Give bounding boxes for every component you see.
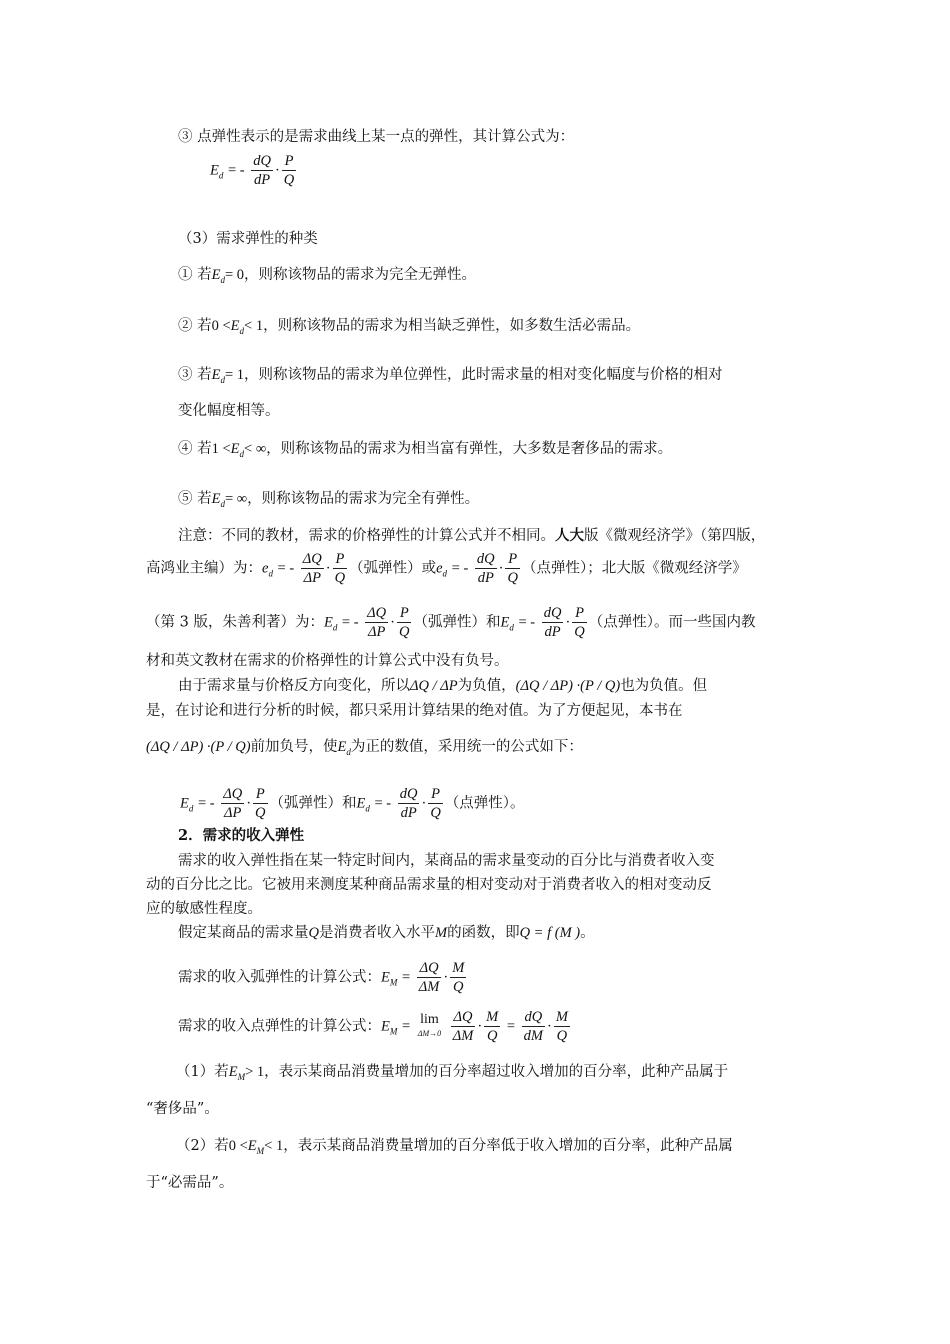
- income-range-2-continuation: 于“必需品”。: [146, 1175, 234, 1191]
- fraction: [282, 152, 296, 189]
- case-condition: < 1: [264, 1138, 284, 1154]
- formula-symbol: E: [381, 1018, 390, 1035]
- case-text: ，则称该物品的需求为相当富有弹性，大多数是奢侈品的需求。: [266, 441, 673, 457]
- income-point-formula: [178, 1008, 572, 1045]
- case-condition: 0 <: [228, 1138, 248, 1154]
- case-prefix: ③ 若: [178, 367, 212, 383]
- formula-symbol: E: [247, 1138, 257, 1154]
- fraction-numerator: M: [555, 1009, 568, 1025]
- formula-subscript: d: [268, 568, 273, 579]
- formula-symbol: e: [436, 560, 443, 577]
- case-condition: < ∞: [244, 441, 267, 457]
- fraction-denominator: Q: [430, 805, 441, 821]
- formula-subscript: d: [239, 449, 245, 459]
- case-text: ，表示某商品消费量增加的百分率超过收入增加的百分率，此种产品属于: [264, 1064, 729, 1080]
- fraction-denominator: Q: [255, 805, 266, 821]
- case-3-continuation: 变化幅度相等。: [178, 403, 280, 419]
- fraction: [398, 785, 420, 822]
- fraction-numerator: M: [486, 1009, 499, 1025]
- fraction-numerator: ΔQ: [302, 551, 322, 567]
- fraction: [251, 152, 273, 189]
- fraction: [522, 1008, 545, 1045]
- fraction-numerator: P: [253, 785, 267, 804]
- formula-subscript: d: [509, 622, 514, 633]
- formula-symbol: E: [211, 367, 221, 383]
- fraction: [253, 785, 267, 822]
- fraction: [451, 1008, 476, 1045]
- para2-line-2: 是，在讨论和进行分析的时候，都只采用计算结果的绝对值。为了方便起见，本书在: [146, 703, 683, 719]
- note-text: 高鸿业主编）为：: [146, 560, 262, 577]
- section-heading-types: （3）需求弹性的种类: [178, 231, 318, 247]
- formula-subscript: d: [365, 803, 370, 814]
- note-line-1: [178, 525, 765, 547]
- formula-operator: = -: [341, 614, 359, 631]
- fraction-numerator: dQ: [476, 551, 495, 567]
- case-5: [178, 488, 479, 515]
- case-condition: = 0: [224, 267, 245, 283]
- fraction-numerator: P: [572, 604, 586, 623]
- fraction-numerator: dQ: [543, 605, 562, 621]
- formula-operator: = -: [227, 162, 245, 179]
- fraction-numerator: ΔQ: [417, 959, 442, 978]
- note-text: （弧弹性）或: [349, 560, 437, 577]
- fraction-numerator: ΔQ: [223, 786, 243, 802]
- case-prefix: ② 若: [178, 318, 212, 334]
- formula-operator: = -: [451, 560, 469, 577]
- formula-subscript: d: [218, 170, 224, 181]
- note-line-2: [146, 550, 747, 587]
- formula-subscript: d: [346, 747, 351, 757]
- case-text: ，则称该物品的需求为单位弹性，此时需求量的相对变化幅度与价格的相对: [244, 367, 723, 383]
- fraction-denominator: Q: [574, 624, 585, 640]
- para-text: 是消费者收入水平: [318, 925, 435, 941]
- formula-subscript: M: [256, 1146, 265, 1156]
- note-text: （弧弹性）和: [413, 614, 501, 631]
- para-text: 为正的数值，采用统一的公式如下：: [350, 739, 583, 755]
- para-text: 由于需求量与价格反方向变化，所以: [178, 678, 410, 694]
- inline-formula: ΔQ / ΔP: [410, 678, 458, 694]
- para-text: 。: [580, 925, 595, 941]
- fraction-denominator: dP: [254, 172, 271, 188]
- formula-operator: ·: [443, 969, 449, 986]
- note-line-4: 材和英文教材在需求的价格弹性的计算公式中没有负号。: [146, 653, 509, 669]
- case-text: ，则称该物品的需求为完全无弹性。: [244, 267, 477, 283]
- income-line-4: [178, 922, 595, 944]
- income-line-2: 动的百分比之比。它被用来测度某种商品需求量的相对变动对于消费者收入的相对变动反: [146, 877, 712, 893]
- para2-line-1: [178, 675, 707, 697]
- fraction-numerator: P: [333, 550, 347, 569]
- formula-symbol: E: [228, 1064, 238, 1080]
- limit-subscript: ΔM→0: [417, 1028, 442, 1038]
- fraction-denominator: dM: [523, 1028, 544, 1044]
- inline-formula: (ΔQ / ΔP) ·(P / Q): [146, 739, 251, 755]
- fraction: [333, 550, 347, 587]
- case-prefix: ④ 若: [178, 441, 212, 457]
- formula-subscript: d: [188, 803, 194, 814]
- case-3: [178, 364, 723, 391]
- fraction-numerator: P: [505, 550, 519, 569]
- fraction-numerator: P: [428, 785, 442, 804]
- fraction-denominator: Q: [283, 172, 295, 188]
- para-text: （点弹性）。: [444, 795, 525, 812]
- formula-operator: ·: [246, 795, 252, 812]
- fraction-denominator: dP: [544, 624, 561, 640]
- note-line-3: [146, 604, 756, 641]
- inline-formula: Q = f (M ): [519, 925, 581, 941]
- formula-subscript: d: [442, 568, 448, 579]
- fraction: [417, 959, 442, 996]
- formula-operator: ·: [477, 1018, 483, 1035]
- case-condition: 0 <: [211, 318, 231, 334]
- fraction-denominator: ΔM: [418, 979, 440, 995]
- para-text: （弧弹性）和: [269, 795, 357, 812]
- unified-formula: [180, 785, 525, 822]
- fraction-denominator: ΔP: [224, 805, 242, 821]
- formula-operator: ·: [390, 614, 395, 631]
- point-elasticity-text: ③ 点弹性表示的是需求曲线上某一点的弹性，其计算公式为：: [178, 129, 575, 145]
- fraction-numerator: P: [282, 152, 296, 171]
- case-condition: = ∞: [224, 491, 248, 507]
- fraction: [484, 1008, 500, 1045]
- formula-operator: = -: [518, 614, 536, 631]
- para-text: 需求的收入点弹性的计算公式：: [178, 1018, 381, 1035]
- case-1: [178, 264, 476, 291]
- formula-subscript: M: [237, 1072, 246, 1082]
- fraction-denominator: ΔP: [367, 624, 386, 640]
- income-line-1: 需求的收入弹性指在某一特定时间内，某商品的需求量变动的百分比与消费者收入变: [178, 853, 715, 869]
- formula-symbol: E: [500, 614, 510, 631]
- formula-operator: ·: [421, 795, 427, 812]
- section-number: 2．: [178, 827, 203, 844]
- fraction-numerator: dQ: [253, 153, 271, 169]
- fraction-numerator: ΔQ: [451, 1008, 476, 1027]
- case-prefix: ① 若: [178, 267, 212, 283]
- formula-operator: = -: [277, 560, 295, 577]
- note-text: （点弹性）；北大版《微观经济学》: [521, 560, 747, 577]
- fraction-denominator: Q: [507, 570, 518, 586]
- fraction-numerator: P: [397, 604, 411, 623]
- para-text: 前加负号，使: [250, 739, 338, 755]
- limit-text: lim: [420, 1011, 439, 1027]
- income-arc-formula: [178, 959, 468, 996]
- fraction-numerator: dQ: [522, 1008, 545, 1027]
- case-prefix: （2）若: [176, 1138, 229, 1154]
- case-prefix: ⑤ 若: [178, 491, 212, 507]
- fraction: [542, 604, 564, 641]
- fraction: [428, 785, 442, 822]
- fraction: [450, 959, 466, 996]
- fraction: [397, 604, 411, 641]
- case-condition: 1 <: [211, 441, 231, 457]
- formula-symbol: M: [434, 925, 448, 941]
- case-2: [178, 315, 640, 342]
- para-text: 假定某商品的需求量: [178, 925, 309, 941]
- formula-symbol: E: [323, 614, 333, 631]
- fraction-denominator: Q: [399, 624, 410, 640]
- fraction-numerator: ΔQ: [367, 605, 387, 621]
- formula-symbol: E: [381, 969, 390, 986]
- note-text: 注意：不同的教材，需求的价格弹性的计算公式并不相同。: [178, 528, 555, 544]
- formula-operator: = -: [374, 795, 392, 812]
- income-range-1-continuation: “奢侈品”。: [146, 1101, 219, 1117]
- formula-symbol: Q: [308, 925, 319, 941]
- formula-subscript: d: [239, 326, 245, 336]
- case-condition: = 1: [224, 367, 245, 383]
- fraction-denominator: dP: [400, 805, 417, 821]
- formula-subscript: M: [389, 977, 398, 988]
- inline-formula: (ΔQ / ΔP) ·(P / Q): [515, 678, 621, 694]
- fraction-denominator: ΔM: [452, 1028, 474, 1044]
- para-text: 为负值，: [457, 678, 516, 694]
- fraction: [505, 550, 519, 587]
- fraction: [475, 550, 497, 587]
- fraction-denominator: Q: [334, 570, 346, 586]
- formula-operator: ·: [498, 560, 504, 577]
- note-text: （第 3 版，朱善利著）为：: [146, 614, 324, 631]
- case-4: [178, 438, 672, 465]
- note-text: （点弹性）。而一些国内教: [588, 614, 756, 631]
- para-text: 也为负值。但: [620, 678, 708, 694]
- formula-symbol: e: [262, 560, 269, 577]
- formula-symbol: E: [211, 267, 221, 283]
- formula-symbol: E: [230, 318, 240, 334]
- fraction-denominator: Q: [453, 979, 464, 995]
- formula-subscript: d: [220, 499, 225, 509]
- para-text: 需求的收入弧弹性的计算公式：: [178, 969, 381, 986]
- formula-subscript: d: [332, 622, 338, 633]
- income-line-3: 应的敏感性程度。: [146, 901, 262, 917]
- formula-symbol: E: [210, 162, 219, 179]
- case-prefix: （1）若: [176, 1064, 229, 1080]
- fraction-numerator: M: [452, 960, 465, 976]
- formula-symbol: E: [356, 795, 366, 812]
- fraction-numerator: dQ: [399, 786, 418, 802]
- fraction-denominator: Q: [556, 1028, 568, 1044]
- formula-operator: =: [401, 969, 411, 986]
- formula-subscript: d: [220, 375, 225, 385]
- para2-line-3: [146, 736, 583, 763]
- case-text: ，表示某商品消费量增加的百分率低于收入增加的百分率，此种产品属: [283, 1138, 733, 1154]
- income-range-1: [176, 1061, 728, 1088]
- case-text: ，则称该物品的需求为相当缺乏弹性，如多数生活必需品。: [263, 318, 641, 334]
- formula-symbol: E: [337, 739, 347, 755]
- formula-subscript: M: [389, 1026, 398, 1037]
- fraction: [221, 785, 244, 822]
- fraction-denominator: ΔP: [303, 570, 321, 586]
- fraction-denominator: dP: [477, 570, 494, 586]
- fraction: [572, 604, 586, 641]
- formula-symbol: E: [211, 491, 221, 507]
- formula-symbol: E: [180, 795, 189, 812]
- section-title: 需求的收入弹性: [202, 827, 305, 844]
- formula-operator: ·: [565, 614, 571, 631]
- case-text: ，则称该物品的需求为完全有弹性。: [247, 491, 480, 507]
- formula-operator: =: [401, 1018, 411, 1035]
- fraction: [365, 604, 388, 641]
- formula-operator: = -: [197, 795, 215, 812]
- section-heading-income-elasticity: [178, 825, 304, 847]
- case-condition: < 1: [244, 318, 264, 334]
- para-text: 的函数，即: [447, 925, 520, 941]
- fraction: [554, 1008, 570, 1045]
- point-elasticity-formula: [210, 152, 298, 189]
- case-condition: > 1: [245, 1064, 265, 1080]
- limit-operator: [418, 1013, 441, 1041]
- formula-operator: =: [506, 1018, 516, 1035]
- formula-subscript: d: [220, 275, 225, 285]
- income-range-2: [176, 1135, 733, 1162]
- formula-operator: ·: [547, 1018, 552, 1035]
- note-emphasis: 人大: [555, 527, 584, 544]
- fraction: [301, 550, 324, 587]
- formula-operator: ·: [325, 560, 331, 577]
- fraction-denominator: Q: [486, 1028, 498, 1044]
- note-text: 版《微观经济学》（第四版，: [584, 528, 766, 544]
- formula-symbol: E: [230, 441, 240, 457]
- formula-operator: ·: [274, 162, 280, 179]
